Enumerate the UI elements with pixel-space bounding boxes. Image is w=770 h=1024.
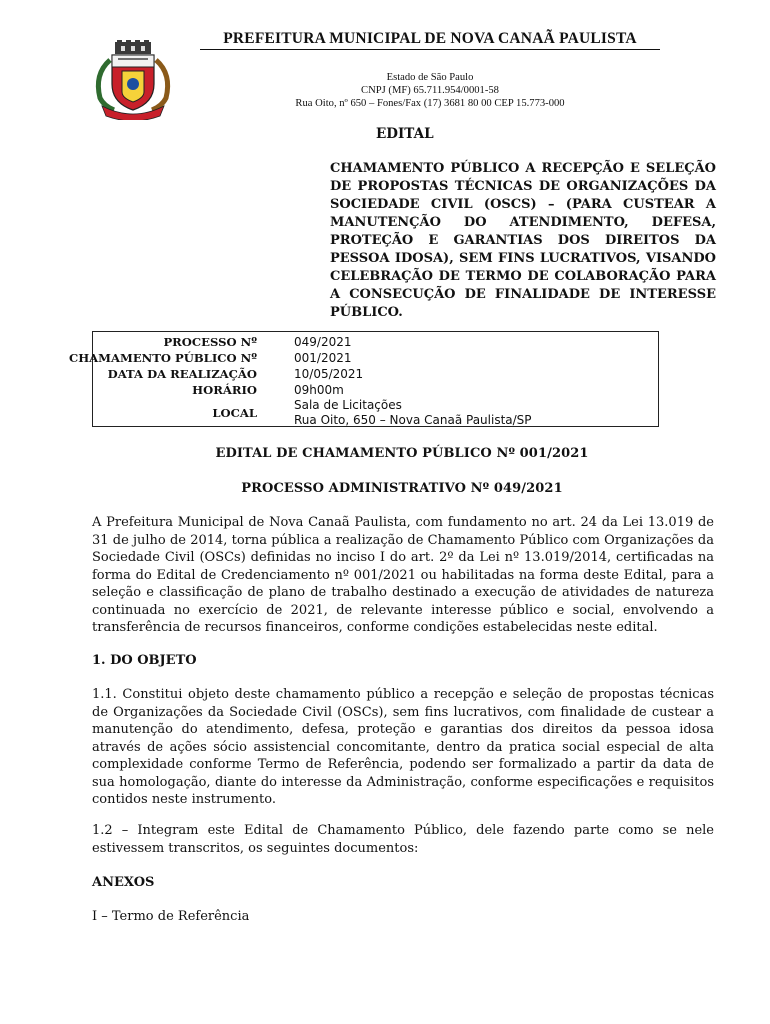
item-1-1-paragraph: 1.1. Constitui objeto deste chamamento público a recepção e seleção de propostas técnicas de Organizações da Sociedade Civil (OSCs), sem fins lucrativos, com finalidade de custear a manutenção do atendimento, defesa, proteção e garantias dos direitos da pessoa idosa através de ações sócio assistencial concomitante, dentro da pratica social especial de alta complexidade conforme Termo de Referência, podendo ser formalizado a partir da data de sua homologação, diante do interesse da Administração, conforme especificações e requisitos contidos neste instrumento. (92, 687, 714, 807)
info-value: 001/2021 (294, 351, 352, 365)
header-divider (200, 49, 660, 50)
annexes-title: ANEXOS (92, 875, 155, 890)
edital-number-title: EDITAL DE CHAMAMENTO PÚBLICO Nº 001/2021 (215, 446, 589, 461)
coat-of-arms-icon (88, 40, 178, 120)
info-value-address: Rua Oito, 650 – Nova Canaã Paulista/SP (294, 413, 532, 427)
annex-item: I – Termo de Referência (92, 909, 250, 924)
municipality-title: PREFEITURA MUNICIPAL DE NOVA CANAÃ PAULISTA (223, 30, 637, 47)
info-key: HORÁRIO (192, 383, 257, 397)
edital-label: EDITAL (376, 126, 434, 142)
process-info-table (69, 331, 659, 427)
intro-paragraph: A Prefeitura Municipal de Nova Canaã Paulista, com fundamento no art. 24 da Lei 13.019 de 31 de julho de 2014, torna pública a realização de Chamamento Público com Organizações da Sociedade Civil (OSCs) definidas no inciso I do art. 2º da Lei nº 13.019/2014, certificadas na forma do Edital de Credenciamento nº 001/2021 ou habilitadas na forma deste Edital, para a seleção e classificação de plano de trabalho destinado a execução de atividades de natureza continuada no exercício de 2021, de relevante interesse público e social, envolvendo a transferência de recursos financeiros, conforme condições estabelecidas neste edital. (92, 515, 714, 635)
info-value: 09h00m (294, 383, 344, 397)
section-title-objeto: 1. DO OBJETO (92, 653, 197, 668)
state-line: Estado de São Paulo (386, 72, 474, 83)
info-key: PROCESSO Nº (163, 335, 257, 349)
info-key: DATA DA REALIZAÇÃO (107, 367, 257, 381)
info-key: LOCAL (212, 406, 257, 420)
process-number-title: PROCESSO ADMINISTRATIVO Nº 049/2021 (241, 481, 563, 496)
item-1-2-paragraph: 1.2 – Integram este Edital de Chamamento Público, dele fazendo parte como se nele estivessem transcritos, os seguintes documentos: (92, 823, 714, 856)
address-line: Rua Oito, nº 650 – Fones/Fax (17) 3681 80 00 CEP 15.773-000 (295, 98, 565, 109)
info-value: Sala de Licitações (294, 398, 402, 412)
info-key: CHAMAMENTO PÚBLICO Nº (69, 351, 257, 365)
edital-subject: CHAMAMENTO PÚBLICO A RECEPÇÃO E SELEÇÃO DE PROPOSTAS TÉCNICAS DE ORGANIZAÇÕES DA SOCIEDADE CIVIL (OSCS) – (PARA CUSTEAR A MANUTENÇÃO DO ATENDIMENTO, DEFESA, PROTEÇÃO E GARANTIAS DOS DIREITOS DA PESSOA IDOSA), SEM FINS LUCRATIVOS, VISANDO CELEBRAÇÃO DE TERMO DE COLABORAÇÃO PARA A CONSECUÇÃO DE FINALIDADE DE INTERESSE PÚBLICO. (330, 161, 716, 320)
header-contact-info (200, 71, 660, 110)
cnpj-line: CNPJ (MF) 65.711.954/0001-58 (361, 85, 499, 96)
info-value: 049/2021 (294, 335, 352, 349)
info-value: 10/05/2021 (294, 367, 364, 381)
